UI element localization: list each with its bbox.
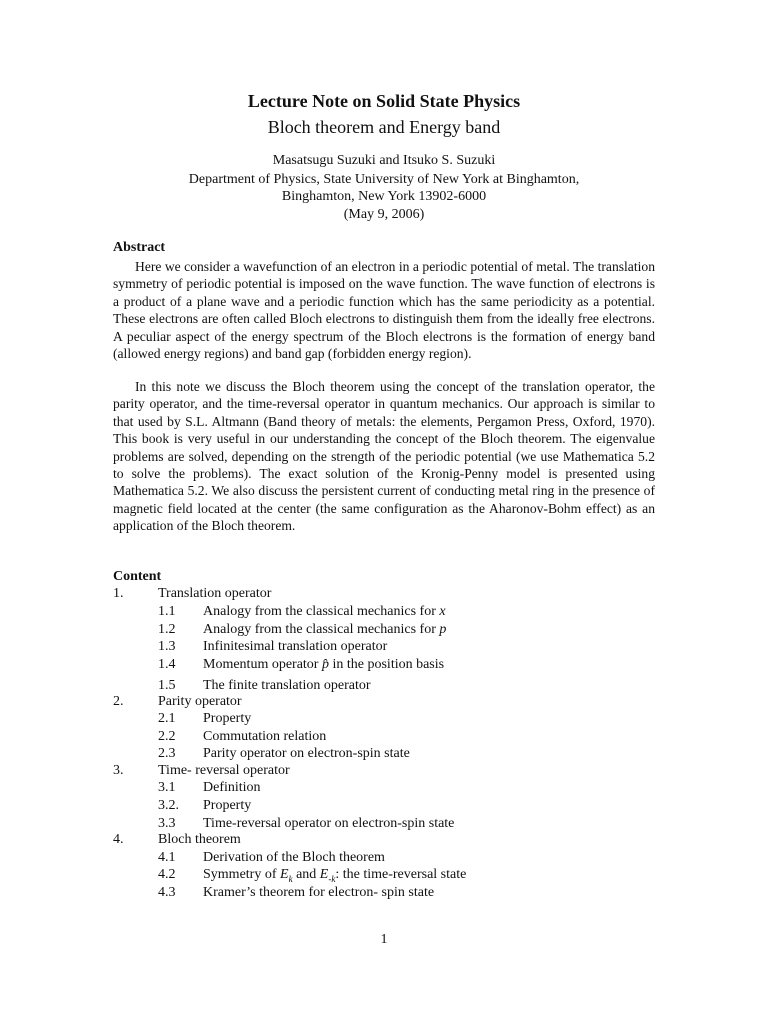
toc-number: 2.3 (158, 746, 176, 761)
date: (May 9, 2006) (343, 207, 425, 222)
toc-number: 2.1 (158, 711, 176, 726)
toc-number: 3.2. (158, 798, 179, 813)
paper-subtitle: Bloch theorem and Energy band (267, 117, 501, 137)
toc-label: Momentum operator p̂ in the position basis (203, 657, 445, 672)
toc-label: Parity operator on electron-spin state (203, 746, 410, 761)
toc-number: 3.3 (158, 816, 176, 831)
toc-number: 1.1 (158, 604, 176, 619)
page-number: 1 (380, 932, 388, 947)
toc-label: Analogy from the classical mechanics for x (203, 604, 446, 619)
toc-number: 3. (113, 763, 124, 778)
toc-number: 1.4 (158, 657, 176, 672)
department: Department of Physics, State University of New York at Binghamton, (188, 172, 580, 187)
math-variable: x (439, 604, 446, 619)
toc-label: Property (203, 711, 252, 726)
toc-number: 1.2 (158, 622, 176, 637)
abstract-paragraph-2: In this note we discuss the Bloch theorem using the concept of the translation operator, the parity operator, and the time-reversal operator in quantum mechanics. Our approach is similar to that used by S.L. Altmann (Band theory of metals: the elements, Pergamon Press, Oxford, 1970). This book is very useful in our understanding the concept of the Bloch theorem. The eigenvalue problems are solved, depending on the strength of the periodic potential (we use Mathematica 5.2 to solve the problems). The exact solution of the Kronig-Penny model is presented using Mathematica 5.2. We also discuss the persistent current of conducting metal ring in the presence of magnetic field located at the center (the same configuration as the Aharonov-Bohm effect) as an application of the Bloch theorem. (113, 379, 655, 534)
toc-label: Derivation of the Bloch theorem (203, 850, 385, 865)
toc-label: Definition (203, 780, 261, 795)
toc-label: Time-reversal operator on electron-spin state (203, 816, 455, 831)
toc-number: 1.5 (158, 678, 176, 693)
toc-number: 4.1 (158, 850, 176, 865)
contents-heading: Content (113, 569, 162, 584)
toc-number: 3.1 (158, 780, 176, 795)
math-subscript: k (288, 873, 293, 884)
math-variable: p (439, 622, 447, 637)
toc-number: 4.3 (158, 885, 176, 900)
abstract-heading: Abstract (113, 240, 166, 255)
math-variable: E (319, 867, 329, 882)
toc-label: Property (203, 798, 252, 813)
math-variable: E (280, 867, 289, 882)
toc-number: 2.2 (158, 729, 176, 744)
toc-label: Time- reversal operator (158, 763, 290, 778)
toc-number: 4. (113, 832, 124, 847)
toc-number: 1.3 (158, 639, 176, 654)
toc-label: Infinitesimal translation operator (203, 639, 388, 654)
toc-label: Translation operator (158, 586, 272, 601)
toc-label: Kramer’s theorem for electron- spin state (203, 885, 435, 900)
toc-label: Parity operator (158, 694, 242, 709)
toc-label: Analogy from the classical mechanics for p (203, 622, 447, 637)
toc-number: 1. (113, 586, 124, 601)
abstract-paragraph-1: Here we consider a wavefunction of an electron in a periodic potential of metal. The translation symmetry of periodic potential is imposed on the wave function. The wave function of electrons is a product of a plane wave and a periodic function which has the same periodicity as a potential. These electrons are often called Bloch electrons to distinguish them from the ideally free electrons. A peculiar aspect of the energy spectrum of the Bloch electrons is the formation of energy band (allowed energy regions) and band gap (forbidden energy region). (113, 259, 655, 362)
math-subscript: -k (328, 873, 336, 884)
toc-number: 2. (113, 694, 124, 709)
toc-number: 4.2 (158, 867, 176, 882)
toc-label: Symmetry of $E_k$ and $E_{-k}$: the time-reversal state (203, 867, 467, 884)
toc-label: Bloch theorem (158, 832, 241, 847)
authors: Masatsugu Suzuki and Itsuko S. Suzuki (272, 153, 496, 168)
toc-label: Commutation relation (203, 729, 327, 744)
paper-title: Lecture Note on Solid State Physics (247, 91, 521, 111)
math-variable: p̂ (321, 657, 329, 672)
toc-label: The finite translation operator (203, 678, 371, 693)
address: Binghamton, New York 13902-6000 (281, 189, 487, 204)
